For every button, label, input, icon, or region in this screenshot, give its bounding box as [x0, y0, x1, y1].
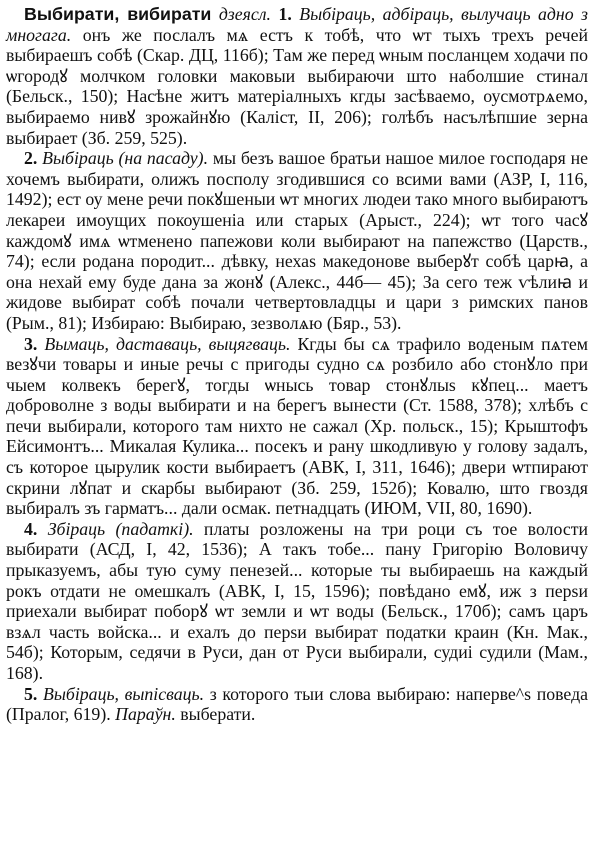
cross-reference-label: Параўн. — [115, 704, 176, 725]
sense-number: 2. — [24, 148, 38, 169]
sense-number: 3. — [24, 333, 38, 354]
headword: Выбирати, вибирати — [24, 4, 212, 24]
sense-gloss: Выбіраць, адбіраць, вылучаць адно з многага. — [6, 4, 588, 45]
sense-gloss: Выбіраць (на пасаду). — [42, 148, 209, 169]
sense-number: 1. — [278, 4, 292, 24]
sense-gloss: Выбіраць, выпісваць. — [43, 683, 205, 704]
entry-sense-3 — [6, 334, 588, 519]
sense-citations: Кгды бы сѧ трафило воденым пѧтем везꙋчи товары и иные речы с пригоды судно сѧ розбило або стонꙋло при чыем колвекъ берегꙋ, тогды ѡнысь товар стонꙋлыѕ кꙋпец... маетъ доброволне з воды выбирати и на берегъ вынести (Ст. 1588, 378); хлѣбъ с печи выбирали, которого там нихто не сажал (Хр. польск., 15); Крыштофъ Ейсимонтъ... Микалая Кулика... посекъ и рану шкодливую у голову задалъ, съ которое цырулик кости выбираетъ (АВК, I, 311, 1646); двери ѡтпирают скрини лꙋпат и скарбы выбирают (Зб. 259, 152б); Ковалю, што гвоздя выбиралъ зъ гарматъ... дали осмак. петнадцать (ИЮМ, VII, 80, 1690). — [6, 333, 588, 519]
sense-number: 4. — [24, 518, 38, 539]
sense-citations: з которого тыи слова выбираю: наперве^ѕ поведа (Пралог, 619). — [6, 683, 589, 725]
sense-gloss: Вымаць, даставаць, выцягваць. — [44, 333, 291, 354]
entry-sense-4 — [6, 519, 588, 684]
cross-reference-target: выберати. — [180, 704, 256, 725]
entry-sense-5 — [6, 684, 588, 725]
sense-citations: онъ же послалъ мѧ естъ к тобѣ, что ѡт тыхъ трехъ речей выбираешъ собѣ (Скар. ДЦ, 116б); Там же перед ѡным посланцем ходачи по ѡгородꙋ молчком головки маковыи выбираючи што наболшие стинал (Бельск., 150); Насѣне житъ матеріалныхъ кгды засѣваемо, оусмотрѧемо, выбираемо нивꙋ зрожайнꙋю (Каліст, II, 206); голѣбъ насълѣпшие зерна выбирает (Зб. 259, 525). — [6, 24, 588, 148]
sense-number: 5. — [24, 683, 38, 704]
sense-citations: платы розложены на три роци съ тое волости выбирати (АСД, I, 42, 1536); А такъ тобе... пану Григорію Воловичу прыказуемъ, абы тую суму пенезей... которые ты выбираешь на каждый рокъ отдати не омешкалъ (АВК, I, 15, 1596); повѣдано емꙋ, иж з перѕи приехали выбират поборꙋ ѡт земли и ѡт воды (Бельск., 170б); самъ царъ взѧл часть войска... и ехалъ до перѕи выбират податки краин (Кн. Мак., 54б); Которым, седячи в Руси, дан от Руси выбирали, судиі судили (Мам., 168). — [6, 518, 588, 683]
sense-gloss: Збіраць (падаткі). — [47, 518, 194, 539]
entry-sense-1 — [6, 4, 588, 148]
sense-citations: мы безъ вашое братьи нашое милое господаря не хочемъ выбирати, олижъ посполу згодившися со всими вами (АЗР, I, 116, 1492); ест оу мене речи покꙋшеныи ѡт многих людеи тако много выбираютъ лекареи имоущих покоушеніа или старых (Арыст., 224); ѡт того часꙋ каждомꙋ имѧ ѡтменено папежови коли выбирают на папежство (Царств., 74); если родана породит... дѣвку, нехаѕ македонове выберꙋт собѣ царꙗ, а она нехай ему буде дана за жонꙋ (Алекс., 44б— 45); За сего теж ѵѣлиꙗ и жидове выбират собѣ почали четвертовладцы и цари з римских панов (Рым., 81); Избираю: Выбираю, зезволѧю (Бяр., 53). — [6, 148, 589, 333]
part-of-speech: дзеясл. — [218, 4, 271, 24]
entry-sense-2 — [6, 148, 588, 333]
